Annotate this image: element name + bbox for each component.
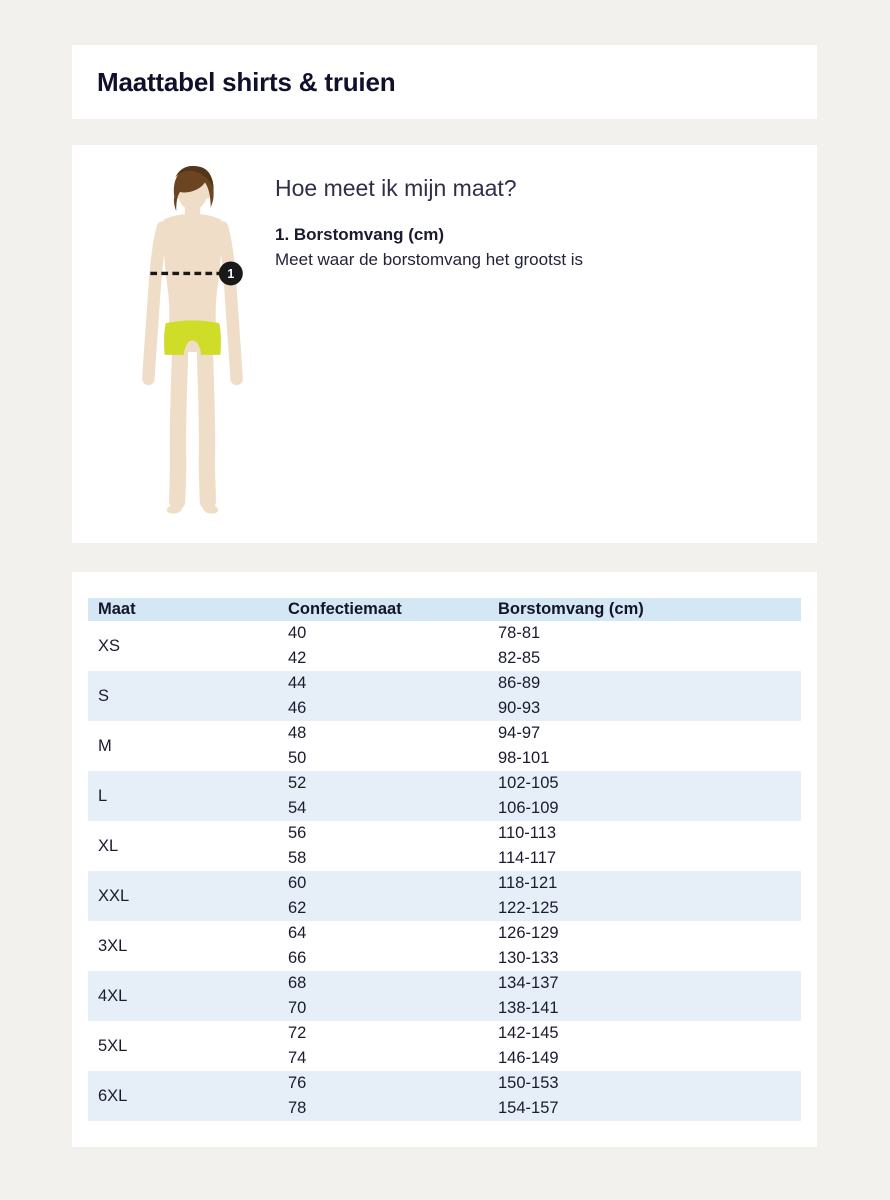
confectiemaat-cell: 64 xyxy=(288,924,307,942)
column-header-maat: Maat xyxy=(88,598,278,621)
confectiemaat-cell: 48 xyxy=(288,724,307,742)
measure-heading: Hoe meet ik mijn maat? xyxy=(275,175,517,201)
size-label-cell: M xyxy=(98,736,112,755)
table-header-row xyxy=(88,598,801,621)
size-label-cell: L xyxy=(88,771,278,821)
confectiemaat-cell: 78 xyxy=(278,1096,488,1121)
borstomvang-cell: 122-125 xyxy=(488,896,801,921)
confectiemaat-cell: 46 xyxy=(278,696,488,721)
borstomvang-cell: 98-101 xyxy=(498,749,550,767)
size-table-card xyxy=(72,572,817,1147)
table-row xyxy=(88,871,801,896)
borstomvang-cell: 154-157 xyxy=(488,1096,801,1121)
measure-instructions xyxy=(275,175,583,270)
body-measure-illustration xyxy=(135,158,250,525)
confectiemaat-cell: 50 xyxy=(288,749,307,767)
measure-card xyxy=(72,145,817,543)
table-row xyxy=(88,721,801,746)
borstomvang-cell: 130-133 xyxy=(498,949,559,967)
table-row xyxy=(88,771,801,796)
confectiemaat-cell: 70 xyxy=(278,996,488,1021)
borstomvang-cell: 138-141 xyxy=(488,996,801,1021)
size-label-cell: S xyxy=(88,671,278,721)
left-leg xyxy=(177,352,180,501)
size-table-body xyxy=(88,621,801,1121)
confectiemaat-cell: 42 xyxy=(288,649,307,667)
borstomvang-cell: 110-113 xyxy=(498,824,557,842)
size-label-cell: 4XL xyxy=(88,971,278,1021)
table-row xyxy=(88,821,801,846)
borstomvang-cell: 106-109 xyxy=(488,796,801,821)
table-row xyxy=(88,671,801,696)
left-arm xyxy=(148,227,162,378)
size-label-cell: XL xyxy=(98,836,119,855)
borstomvang-cell: 90-93 xyxy=(488,696,801,721)
confectiemaat-cell: 54 xyxy=(278,796,488,821)
borstomvang-cell: 86-89 xyxy=(488,671,801,696)
borstomvang-cell: 142-145 xyxy=(498,1024,559,1042)
size-label-cell: XXL xyxy=(88,871,278,921)
confectiemaat-cell: 56 xyxy=(288,824,307,842)
borstomvang-cell: 82-85 xyxy=(498,649,541,667)
table-row xyxy=(88,971,801,996)
size-label-cell: 6XL xyxy=(88,1071,278,1121)
size-label-cell: 3XL xyxy=(98,936,128,955)
right-leg xyxy=(205,352,208,501)
borstomvang-cell: 150-153 xyxy=(488,1071,801,1096)
borstomvang-cell: 114-117 xyxy=(498,849,557,867)
confectiemaat-cell: 74 xyxy=(288,1049,307,1067)
table-row xyxy=(88,621,801,646)
confectiemaat-cell: 52 xyxy=(278,771,488,796)
size-label-cell: XS xyxy=(98,636,121,655)
measure-marker-label: 1 xyxy=(227,267,235,282)
measure-step-title: 1. Borstomvang (cm) xyxy=(275,225,445,244)
confectiemaat-cell: 58 xyxy=(288,849,307,867)
borstomvang-cell: 126-129 xyxy=(498,924,559,942)
confectiemaat-cell: 60 xyxy=(278,871,488,896)
borstomvang-cell: 118-121 xyxy=(488,871,801,896)
borstomvang-cell: 94-97 xyxy=(498,724,541,742)
size-label-cell: 5XL xyxy=(98,1036,128,1055)
size-table xyxy=(88,598,801,1121)
page-title: Maattabel shirts & truien xyxy=(97,66,396,97)
confectiemaat-cell: 72 xyxy=(288,1024,307,1042)
measure-step-description: Meet waar de borstomvang het grootst is xyxy=(275,250,584,269)
table-row xyxy=(88,1021,801,1046)
column-header-confectiemaat: Confectiemaat xyxy=(278,598,488,621)
right-arm xyxy=(222,227,236,378)
borstomvang-cell: 102-105 xyxy=(488,771,801,796)
borstomvang-cell: 134-137 xyxy=(488,971,801,996)
table-row xyxy=(88,1071,801,1096)
confectiemaat-cell: 76 xyxy=(278,1071,488,1096)
confectiemaat-cell: 68 xyxy=(278,971,488,996)
confectiemaat-cell: 66 xyxy=(288,949,307,967)
title-card xyxy=(72,45,817,119)
table-row xyxy=(88,921,801,946)
male-figure-icon xyxy=(135,158,250,525)
confectiemaat-cell: 44 xyxy=(278,671,488,696)
column-header-borstomvang: Borstomvang (cm) xyxy=(488,598,801,621)
confectiemaat-cell: 62 xyxy=(278,896,488,921)
borstomvang-cell: 78-81 xyxy=(498,624,541,642)
borstomvang-cell: 146-149 xyxy=(498,1049,559,1067)
confectiemaat-cell: 40 xyxy=(288,624,307,642)
